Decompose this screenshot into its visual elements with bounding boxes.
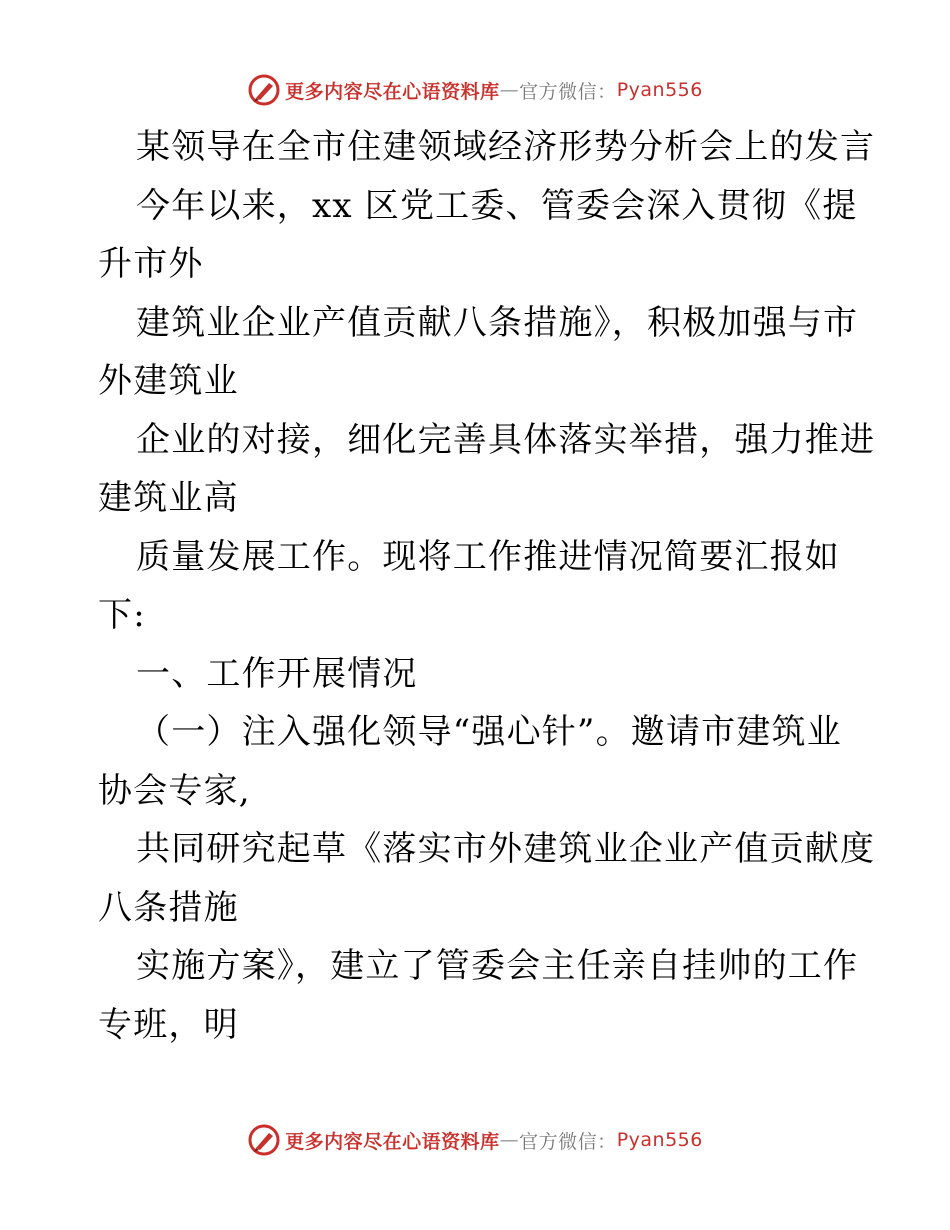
paragraph-line: 今年以来，xx 区党工委、管委会深入贯彻《提 <box>136 185 858 226</box>
watermark-wechat-id: Pyan556 <box>616 79 703 101</box>
paragraph-line: 八条措施 <box>98 887 239 928</box>
paragraph-line: 建筑业高 <box>98 478 239 518</box>
watermark-dash: — <box>499 1129 520 1151</box>
watermark-label: 官方微信： <box>519 80 617 103</box>
paragraph-line: 共同研究起草《落实市外建筑业企业产值贡献度 <box>136 829 876 869</box>
paragraph-line: 外建筑业 <box>98 361 239 401</box>
watermark-label: 官方微信： <box>519 1130 617 1153</box>
pen-logo-icon <box>247 73 281 107</box>
document-title: 某领导在全市住建领域经济形势分析会上的发言 <box>136 127 876 167</box>
paragraph-line: 专班，明 <box>98 1004 239 1045</box>
watermark-dash: — <box>499 79 520 101</box>
paragraph-line: 建筑业企业产值贡献八条措施》，积极加强与市 <box>136 302 859 343</box>
paragraph-line: 下: <box>98 595 146 635</box>
paragraph-line: 企业的对接，细化完善具体落实举措，强力推进 <box>136 419 876 460</box>
paragraph-line: 协会专家, <box>98 770 251 811</box>
watermark-brand: 更多内容尽在心语资料库 <box>285 1130 500 1153</box>
paragraph-line: 升市外 <box>98 244 204 284</box>
watermark-brand: 更多内容尽在心语资料库 <box>285 80 500 103</box>
paragraph-line: 实施方案》，建立了管委会主任亲自挂帅的工作 <box>136 946 859 986</box>
footer-watermark <box>0 1120 950 1160</box>
header-watermark <box>0 70 950 110</box>
document-body <box>98 118 876 1054</box>
subsection-heading: （一）注入强化领导“强心针”。邀请市建筑业 <box>136 712 842 752</box>
paragraph-line: 质量发展工作。现将工作推进情况简要汇报如 <box>136 536 840 577</box>
section-heading: 一、工作开展情况 <box>136 653 418 694</box>
watermark-wechat-id: Pyan556 <box>616 1129 703 1151</box>
pen-logo-icon <box>247 1123 281 1157</box>
